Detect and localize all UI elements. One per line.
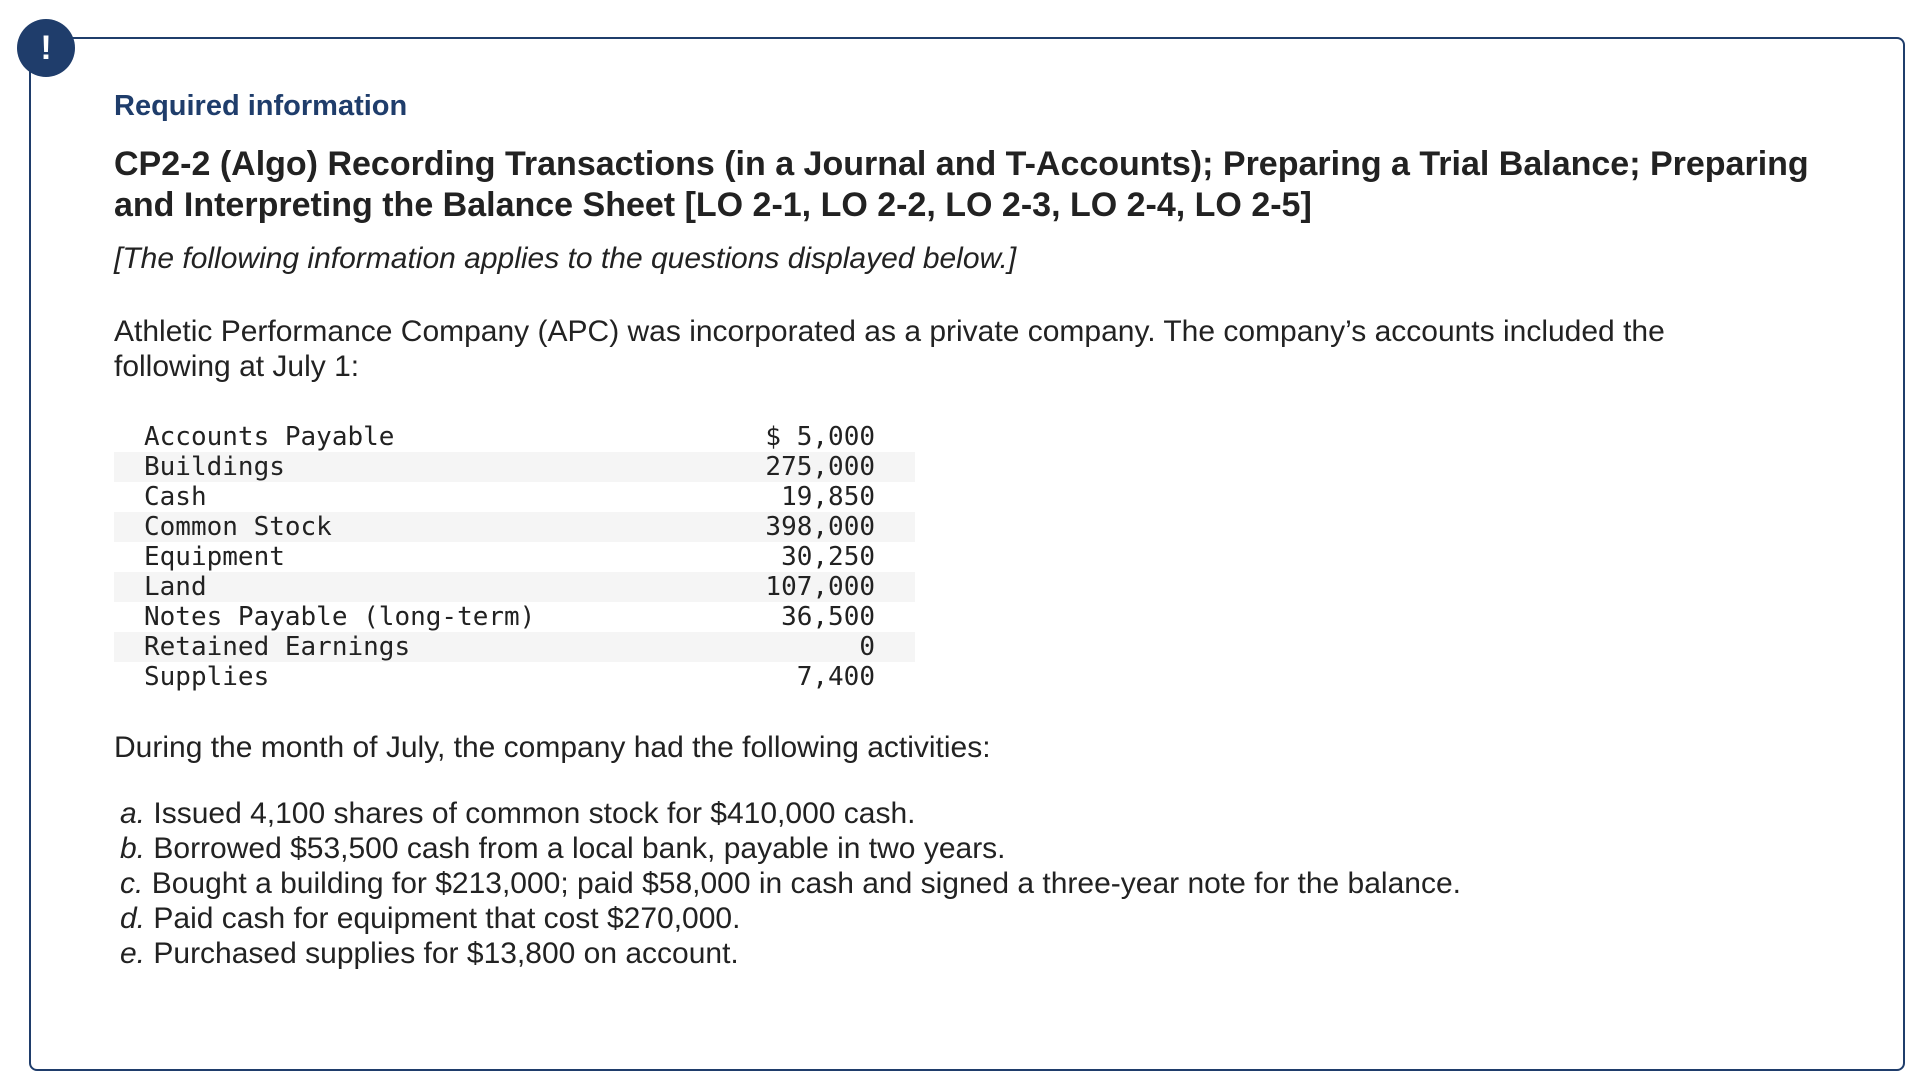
alert-icon: ! [17,19,75,77]
list-item [120,866,1874,901]
accounts-table [114,422,915,692]
account-amount: 107,000 [765,572,875,602]
intro-paragraph: Athletic Performance Company (APC) was incorporated as a private company. The company’s accounts included the following at July 1: [114,315,1665,383]
table-row [114,572,915,602]
activities-list [120,796,1874,971]
account-name: Land [144,572,207,602]
list-item [120,936,1874,971]
account-amount: 19,850 [781,482,875,512]
account-name: Buildings [144,452,285,482]
activity-letter: b. [120,832,146,865]
table-row [114,422,915,452]
account-name: Notes Payable (long-term) [144,602,536,632]
account-name: Supplies [144,662,270,692]
activity-letter: a. [120,797,146,830]
activity-text: Paid cash for equipment that cost $270,000. [153,902,741,935]
activity-letter: e. [120,937,146,970]
account-name: Retained Earnings [144,632,411,662]
list-item [120,831,1874,866]
activity-text: Borrowed $53,500 cash from a local bank, payable in two years. [153,832,1006,865]
activity-letter: d. [120,902,146,935]
table-row [114,542,915,572]
activity-text: Bought a building for $213,000; paid $58,000 in cash and signed a three-year note for the balance. [151,867,1461,900]
account-amount: 0 [859,632,875,662]
activity-text: Issued 4,100 shares of common stock for $410,000 cash. [153,797,916,830]
table-row [114,512,915,542]
account-amount: $ 5,000 [765,422,875,452]
list-item [120,796,1874,831]
table-row [114,662,915,692]
account-amount: 7,400 [796,662,875,692]
table-row [114,452,915,482]
account-amount: 275,000 [765,452,875,482]
account-amount: 398,000 [765,512,875,542]
problem-title: CP2-2 (Algo) Recording Transactions (in a Journal and T-Accounts); Preparing a Trial Balance; Preparing and Interpreting the Balance Sheet [LO 2-1, LO 2-2, LO 2-3, LO 2-4, LO 2-5] [114,145,1809,224]
activity-text: Purchased supplies for $13,800 on account. [153,937,739,970]
account-name: Accounts Payable [144,422,395,452]
account-amount: 36,500 [781,602,875,632]
required-information-label: Required information [114,90,408,122]
table-row [114,632,915,662]
applies-note: [The following information applies to the questions displayed below.] [114,242,1017,275]
activities-intro: During the month of July, the company had the following activities: [114,731,991,764]
card-content [114,86,1874,971]
list-item [120,901,1874,936]
account-name: Equipment [144,542,285,572]
account-name: Cash [144,482,207,512]
account-amount: 30,250 [781,542,875,572]
table-row [114,482,915,512]
activity-letter: c. [120,867,144,900]
table-row [114,602,915,632]
account-name: Common Stock [144,512,332,542]
